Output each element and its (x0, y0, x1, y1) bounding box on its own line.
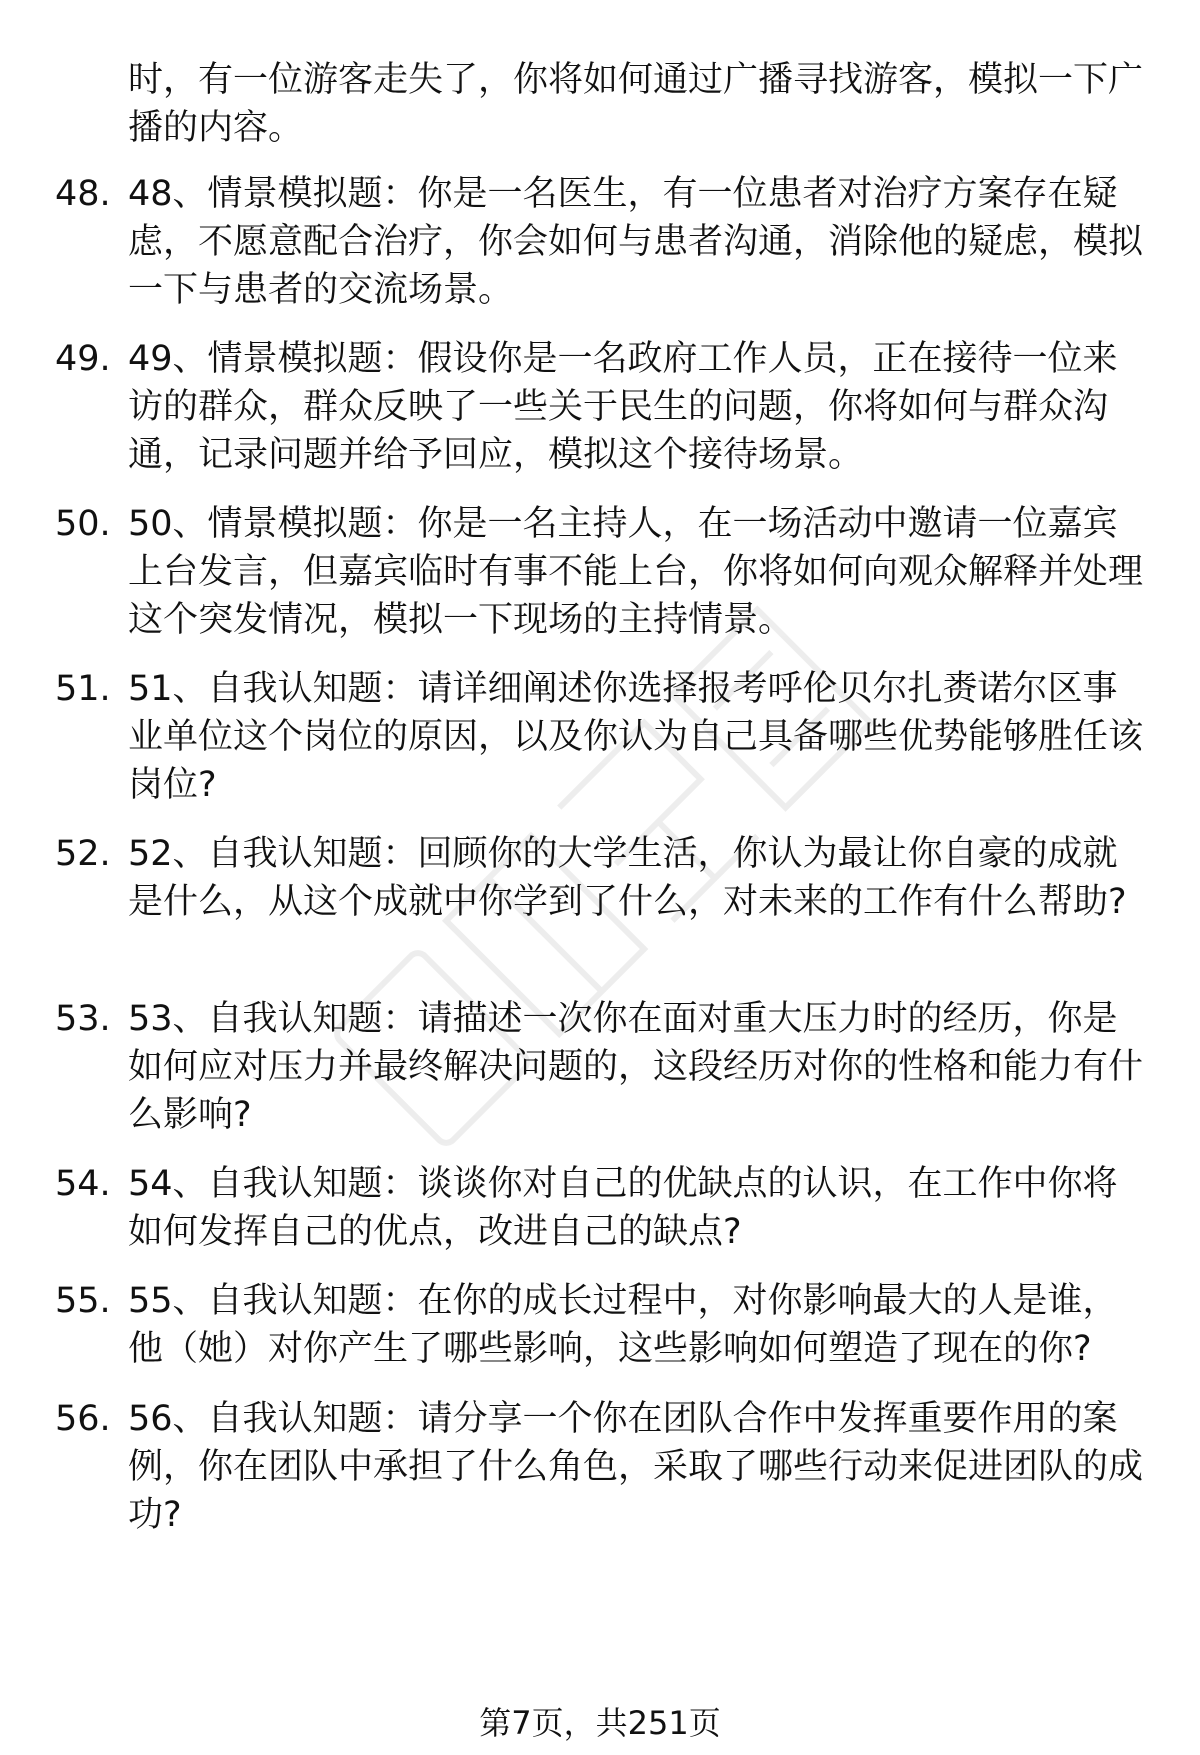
list-number: 52. (55, 834, 111, 874)
question-text: 55、自我认知题：在你的成长过程中，对你影响最大的人是谁，他（她）对你产生了哪些影响，这些影响如何塑造了现在的你? (128, 1281, 1118, 1369)
question-text: 53、自我认知题：请描述一次你在面对重大压力时的经历，你是如何应对压力并最终解决问题的，这段经历对你的性格和能力有什么影响? (128, 999, 1144, 1135)
list-number: 49. (55, 339, 111, 379)
list-number: 55. (55, 1281, 111, 1321)
question-text: 52、自我认知题：回顾你的大学生活，你认为最让你自豪的成就是什么，从这个成就中你学到了什么，对未来的工作有什么帮助? (128, 834, 1127, 922)
question-text: 50、情景模拟题：你是一名主持人，在一场活动中邀请一位嘉宾上台发言，但嘉宾临时有事不能上台，你将如何向观众解释并处理这个突发情况，模拟一下现场的主持情景。 (128, 504, 1144, 640)
list-number: 53. (55, 999, 111, 1039)
question-text: 48、情景模拟题：你是一名医生，有一位患者对治疗方案存在疑虑，不愿意配合治疗，你会如何与患者沟通，消除他的疑虑，模拟一下与患者的交流场景。 (128, 174, 1144, 310)
question-text: 51、自我认知题：请详细阐述你选择报考呼伦贝尔扎赉诺尔区事业单位这个岗位的原因，以及你认为自己具备哪些优势能够胜任该岗位? (128, 669, 1144, 805)
continued-question-text: 时，有一位游客走失了，你将如何通过广播寻找游客，模拟一下广播的内容。 (128, 60, 1144, 148)
list-number: 50. (55, 504, 111, 544)
list-number: 56. (55, 1399, 111, 1439)
question-text: 56、自我认知题：请分享一个你在团队合作中发挥重要作用的案例，你在团队中承担了什么角色，采取了哪些行动来促进团队的成功? (128, 1399, 1144, 1535)
question-text: 54、自我认知题：谈谈你对自己的优缺点的认识，在工作中你将如何发挥自己的优点，改进自己的缺点? (128, 1164, 1118, 1252)
list-number: 54. (55, 1164, 111, 1204)
list-number: 51. (55, 669, 111, 709)
question-text: 49、情景模拟题：假设你是一名政府工作人员，正在接待一位来访的群众，群众反映了一些关于民生的问题，你将如何与群众沟通，记录问题并给予回应，模拟这个接待场景。 (128, 339, 1118, 475)
list-number: 48. (55, 174, 111, 214)
page-footer: 第7页，共251页 (479, 1704, 721, 1742)
